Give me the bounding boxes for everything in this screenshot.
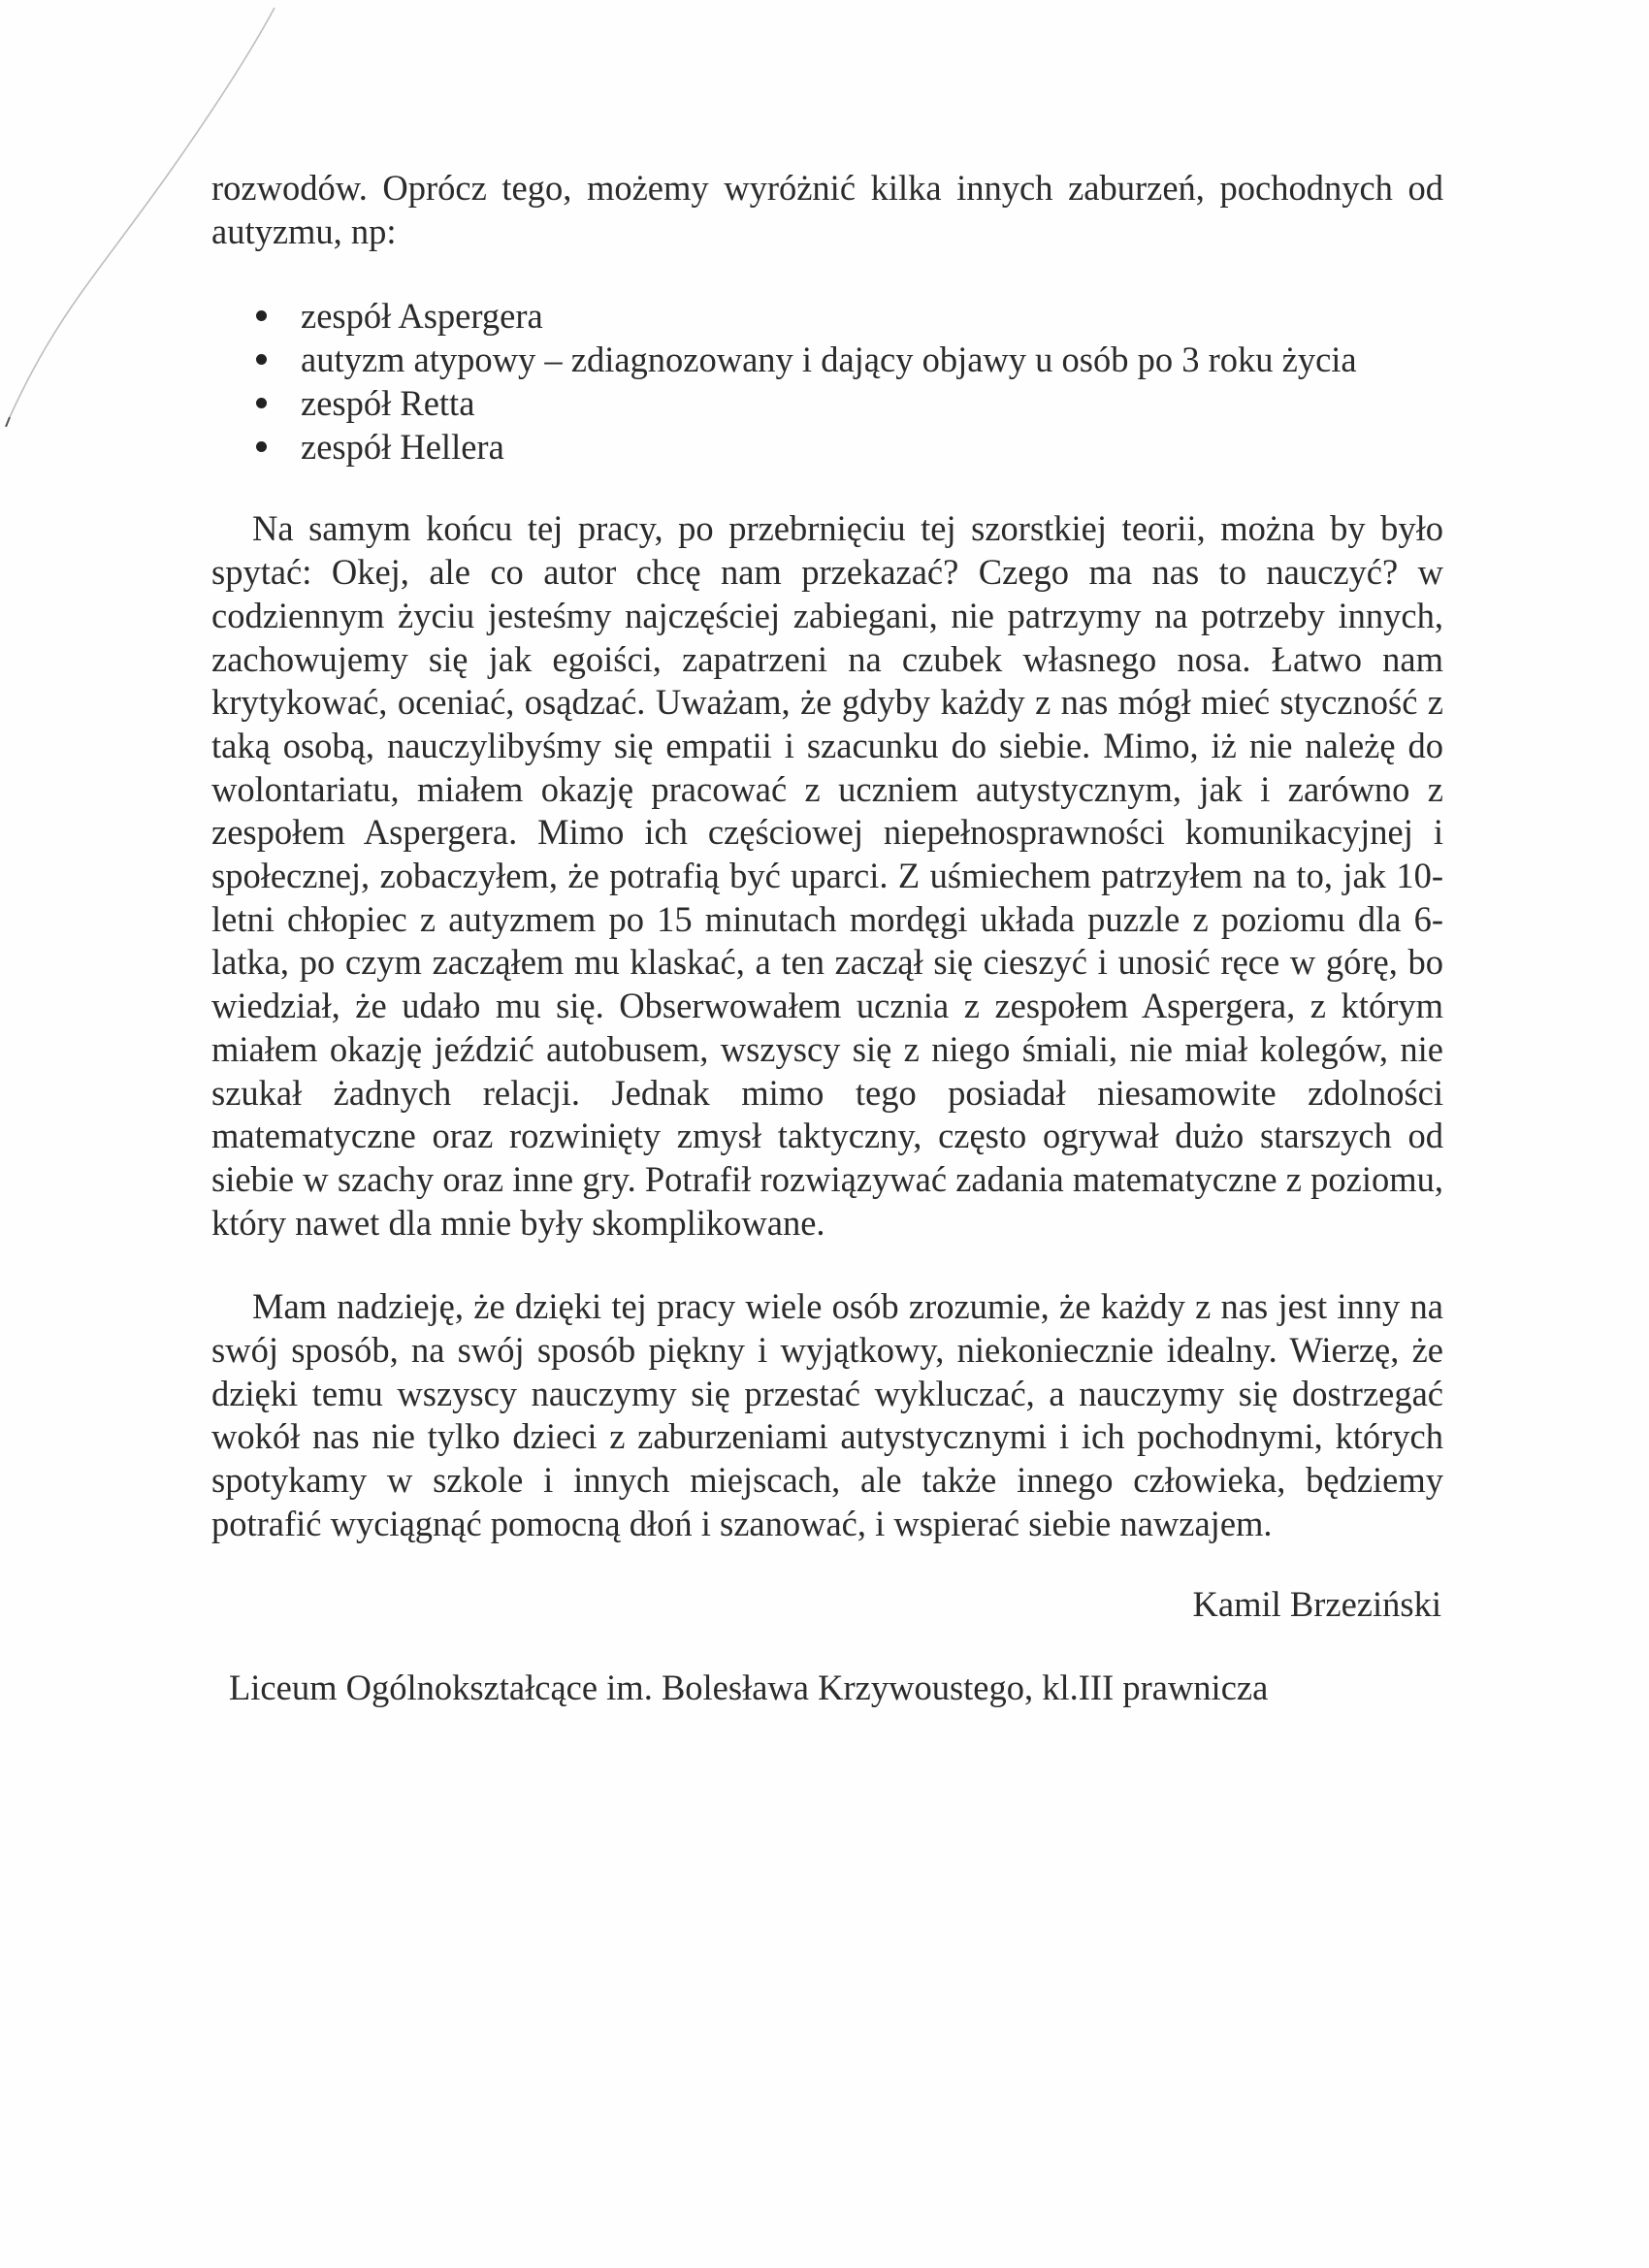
paragraph-spacer (211, 1245, 1443, 1285)
list-item-text: zespół Retta (301, 383, 475, 424)
body-paragraph-1: Na samym końcu tej pracy, po przebrnięciu tej szorstkiej teorii, można by było spytać: Okej, ale co autor chcę nam przekazać? Czego ma nas to nauczyć? w codziennym życiu jesteśmy najczęściej zabiegani, nie patrzymy na potrzeby innych, zachowujemy się jak egoiści, zapatrzeni na czubek własnego nosa. Łatwo nam krytykować, oceniać, osądzać. Uważam, że gdyby każdy z nas mógł mieć styczność z taką osobą, nauczylibyśmy się empatii i szacunku do siebie. Mimo, iż nie należę do wolontariatu, miałem okazję pracować z uczniem autystycznym, jak i zarówno z zespołem Aspergera. Mimo ich częściowej niepełnosprawności komunikacyjnej i społecznej, zobaczyłem, że potrafią być uparci. Z uśmiechem patrzyłem na to, jak 10- letni chłopiec z autyzmem po 15 minutach mordęgi układa puzzle z poziomu dla 6-latka, po czym zacząłem mu klaskać, a ten zaczął się cieszyć i unosić ręce w górę, bo wiedział, że udało mu się. Obserwowałem ucznia z zespołem Aspergera, z którym miałem okazję jeździć autobusem, wszyscy się z niego śmiali, nie miał kolegów, nie szukał żadnych relacji. Jednak mimo tego posiadał niesamowite zdolności matematyczne oraz rozwinięty zmysł taktyczny, często ogrywał dużo starszych od siebie w szachy oraz inne gry. Potrafił rozwiązywać zadania matematyczne z poziomu, który nawet dla mnie były skomplikowane. (211, 508, 1443, 1243)
list-item (256, 381, 1443, 425)
list-item-text: zespół Hellera (301, 427, 504, 468)
list-item-text: autyzm atypowy – zdiagnozowany i dający objawy u osób po 3 roku życia (301, 340, 1357, 380)
list-item (256, 338, 1443, 381)
body-paragraph-2: Mam nadzieję, że dzięki tej pracy wiele osób zrozumie, że każdy z nas jest inny na swój sposób, na swój sposób piękny i wyjątkowy, niekoniecznie idealny. Wierzę, że dzięki temu wszyscy nauczymy się przestać wykluczać, a nauczymy się dostrzegać wokół nas nie tylko dzieci z zaburzeniami autystycznymi i ich pochodnymi, których spotykamy w szkole i innych miejscach, ale także innego człowieka, będziemy potrafić wyciągnąć pomocną dłoń i szanować, i wspierać siebie nawzajem. (211, 1286, 1443, 1543)
disorders-list (211, 294, 1443, 469)
bullet-icon (256, 310, 267, 321)
list-item-text: zespół Aspergera (301, 296, 543, 337)
bullet-icon (256, 398, 267, 408)
document-body (211, 167, 1443, 1710)
bullet-icon (256, 441, 267, 452)
author-signature: Kamil Brzeziński (1192, 1583, 1441, 1624)
list-item (256, 425, 1443, 469)
school-name: Liceum Ogólnokształcące im. Bolesława Krzywoustego, kl.III prawnicza (229, 1668, 1269, 1708)
list-item (256, 294, 1443, 338)
bullet-icon (256, 354, 267, 365)
intro-paragraph: rozwodów. Oprócz tego, możemy wyróżnić kilka innych zaburzeń, pochodnych od autyzmu, np: (211, 168, 1443, 251)
